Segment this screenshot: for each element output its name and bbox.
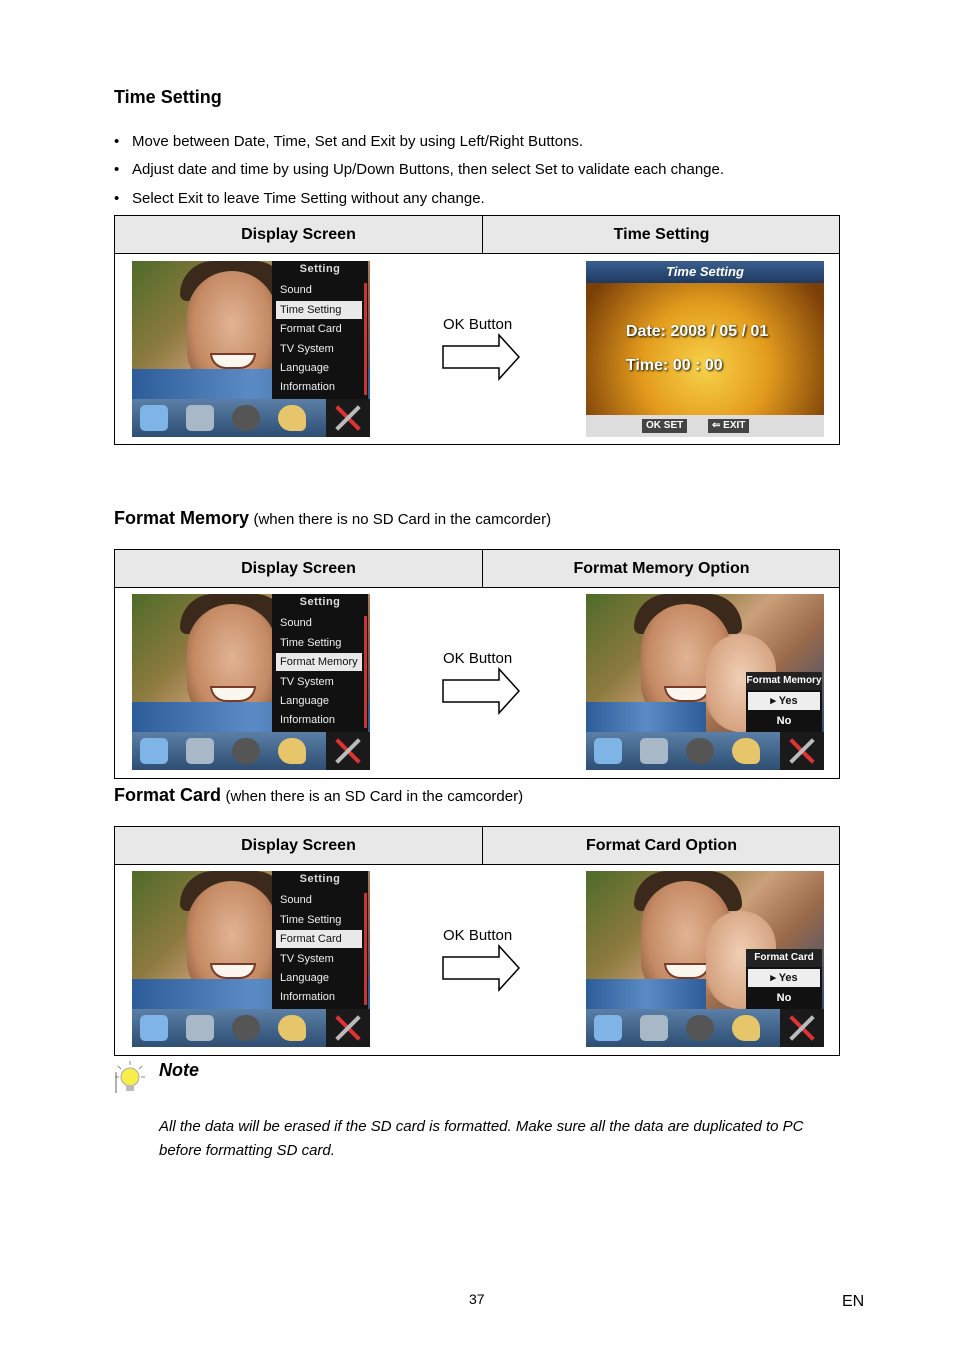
palette-icon <box>278 738 306 764</box>
playback-icon <box>232 1015 260 1041</box>
menu-item-time-setting: Time Setting <box>276 301 362 319</box>
video-icon <box>140 1015 168 1041</box>
date-readout: Date: 2008 / 05 / 01 <box>626 323 769 340</box>
menu-item-time-setting: Time Setting <box>280 637 342 649</box>
popup-option-no: No <box>776 715 792 727</box>
menu-item-time-setting: Time Setting <box>280 914 342 926</box>
menu-item-language: Language <box>280 972 329 984</box>
section-title-format-card: Format Card (when there is an SD Card in the camcorder) <box>114 785 524 805</box>
camera-menu-screenshot <box>132 594 370 770</box>
exit-button: ⇐ EXIT <box>708 419 749 433</box>
camera-icon <box>186 405 214 431</box>
playback-icon <box>232 405 260 431</box>
column-header-format-card-option: Format Card Option <box>482 827 840 865</box>
right-arrow-icon <box>441 667 521 715</box>
menu-item-information: Information <box>280 991 336 1003</box>
camera-menu-screenshot <box>132 261 370 437</box>
ok-button-label: OK Button <box>443 927 513 944</box>
format-memory-screenshot <box>586 594 824 770</box>
menu-item-language: Language <box>280 362 329 374</box>
mode-icon-bar <box>132 399 370 437</box>
palette-icon <box>278 405 306 431</box>
format-card-screenshot <box>586 871 824 1047</box>
tools-icon <box>326 732 370 770</box>
time-readout: Time: 00 : 00 <box>626 357 723 374</box>
right-arrow-icon <box>441 333 521 381</box>
menu-item-language: Language <box>280 695 329 707</box>
mode-icon-bar <box>586 732 824 770</box>
video-icon <box>140 405 168 431</box>
video-icon <box>594 738 622 764</box>
menu-title: Setting <box>299 596 341 608</box>
playback-icon <box>686 1015 714 1041</box>
note-text-line-1: All the data will be erased if the SD card is formatted. Make sure all the data are duplicated to PC <box>159 1118 804 1135</box>
video-icon <box>594 1015 622 1041</box>
screen-title: Time Setting <box>586 261 824 283</box>
table-header <box>115 550 839 588</box>
tools-icon <box>326 399 370 437</box>
palette-icon <box>732 738 760 764</box>
settings-menu <box>272 871 368 1009</box>
screen-footer <box>586 415 824 437</box>
menu-item-sound: Sound <box>280 617 312 629</box>
format-card-table <box>114 826 840 1056</box>
menu-title: Setting <box>299 263 341 275</box>
mode-icon-bar <box>132 1009 370 1047</box>
column-header-format-memory-option: Format Memory Option <box>482 550 840 588</box>
tools-icon <box>780 1009 824 1047</box>
popup-option-yes: ▸ Yes <box>748 969 820 987</box>
palette-icon <box>278 1015 306 1041</box>
column-header-display-screen: Display Screen <box>241 837 356 854</box>
menu-item-sound: Sound <box>280 894 312 906</box>
playback-icon <box>686 738 714 764</box>
mode-icon-bar <box>132 732 370 770</box>
format-card-popup <box>746 949 822 1009</box>
time-setting-table <box>114 215 840 445</box>
camera-menu-screenshot <box>132 871 370 1047</box>
camera-icon <box>186 738 214 764</box>
popup-title: Format Memory <box>746 672 822 690</box>
tools-icon <box>780 732 824 770</box>
format-memory-table <box>114 549 840 779</box>
page-number: 37 <box>469 1291 485 1307</box>
mode-icon-bar <box>586 1009 824 1047</box>
playback-icon <box>232 738 260 764</box>
column-header-display-screen: Display Screen <box>241 226 356 243</box>
menu-item-information: Information <box>280 381 336 393</box>
set-button: OK SET <box>642 419 687 433</box>
time-setting-screenshot <box>586 261 824 437</box>
note-text-line-2: before formatting SD card. <box>159 1142 335 1159</box>
popup-option-no: No <box>776 992 792 1004</box>
note-title: Note <box>159 1060 199 1080</box>
lightbulb-icon <box>114 1060 146 1094</box>
section-title-time-setting: Time Setting <box>114 87 222 107</box>
popup-title: Format Card <box>746 949 822 967</box>
right-arrow-icon <box>441 944 521 992</box>
menu-item-tv-system: TV System <box>280 676 334 688</box>
camera-icon <box>640 1015 668 1041</box>
palette-icon <box>732 1015 760 1041</box>
table-header <box>115 827 839 865</box>
menu-title: Setting <box>299 873 341 885</box>
tools-icon <box>326 1009 370 1047</box>
menu-item-format-memory: Format Memory <box>276 653 362 671</box>
settings-menu <box>272 261 368 399</box>
popup-option-yes: ▸ Yes <box>748 692 820 710</box>
menu-item-format-card: Format Card <box>280 323 342 335</box>
menu-item-sound: Sound <box>280 284 312 296</box>
camera-icon <box>640 738 668 764</box>
column-header-time-setting: Time Setting <box>482 216 840 254</box>
menu-item-format-card: Format Card <box>276 930 362 948</box>
video-icon <box>140 738 168 764</box>
ok-button-label: OK Button <box>443 650 513 667</box>
menu-item-tv-system: TV System <box>280 953 334 965</box>
column-header-display-screen: Display Screen <box>241 560 356 577</box>
section-title-format-memory: Format Memory (when there is no SD Card in the camcorder) <box>114 508 552 528</box>
ok-button-label: OK Button <box>443 316 513 333</box>
camera-icon <box>186 1015 214 1041</box>
settings-menu <box>272 594 368 732</box>
menu-item-tv-system: TV System <box>280 343 334 355</box>
table-header <box>115 216 839 254</box>
menu-item-information: Information <box>280 714 336 726</box>
language-label: EN <box>842 1293 865 1310</box>
format-memory-popup <box>746 672 822 732</box>
